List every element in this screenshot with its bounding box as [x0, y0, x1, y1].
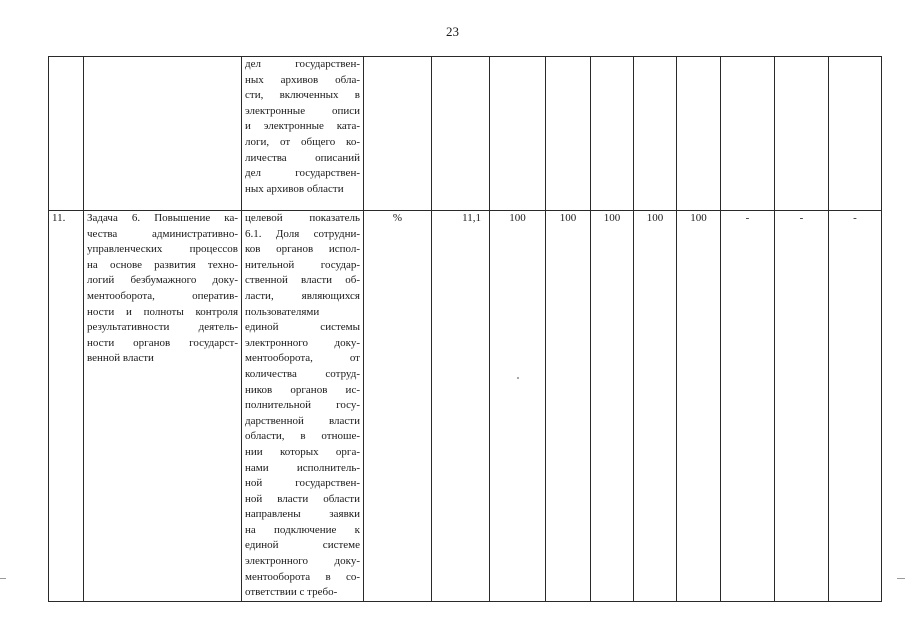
indicators-table [48, 56, 882, 602]
text-line: электронного доку- [245, 336, 360, 349]
value-5: 100 [690, 212, 707, 224]
cell-value [490, 57, 546, 211]
text-line: ной власти области [245, 492, 360, 505]
value-4: 100 [646, 212, 664, 224]
cell-base-value [432, 211, 490, 602]
text-line: ментооборота, от [245, 352, 360, 365]
cell-value-1 [490, 211, 546, 602]
value-6: - [745, 212, 750, 224]
cell-base-value [432, 57, 490, 211]
text-line: и электронные ката- [245, 120, 360, 133]
text-line: ственной власти об- [245, 274, 360, 287]
text-line: единой системы [245, 321, 360, 334]
text-line: Задача 6. Повышение ка- [87, 212, 238, 224]
indicator-text [245, 211, 360, 601]
cell-value [546, 57, 591, 211]
text-line: полнительной госу- [245, 399, 360, 412]
cell-unit [364, 211, 432, 602]
cell-value [721, 57, 775, 211]
text-line: дел государствен- [245, 58, 360, 70]
value-1: 100 [509, 212, 526, 224]
text-line: количества сотруд- [245, 367, 360, 380]
text-line: сти, включенных в [245, 89, 360, 102]
cell-value [634, 57, 677, 211]
text-line: области, в отноше- [245, 430, 360, 443]
text-line: ков органов испол- [245, 243, 360, 256]
text-line: единой системе [245, 539, 360, 552]
scan-edge-mark [897, 578, 905, 579]
cell-value-8 [829, 211, 882, 602]
text-line: 6.1. Доля сотрудни- [245, 227, 360, 240]
cell-value-3 [591, 211, 634, 602]
scan-edge-mark [0, 578, 6, 579]
text-line: электронного доку- [245, 555, 360, 568]
base-value: 11,1 [462, 212, 481, 224]
cell-value [677, 57, 721, 211]
cell-value-5 [677, 211, 721, 602]
text-line: логий безбумажного доку- [87, 274, 238, 287]
text-line: нии которых орга- [245, 445, 360, 458]
cell-value [829, 57, 882, 211]
value-7: - [799, 212, 804, 224]
text-line: венной власти [87, 352, 154, 365]
text-line: ной государствен- [245, 477, 360, 490]
cell-indicator [242, 211, 364, 602]
text-line: ответствии с требо- [245, 586, 338, 599]
unit-text: % [392, 212, 403, 224]
cell-value [775, 57, 829, 211]
text-line: пользователями [245, 305, 320, 318]
value-3: 100 [603, 212, 621, 224]
text-line: ментооборота в со- [245, 570, 360, 583]
text-line: ников органов ис- [245, 383, 360, 396]
text-line: нами исполнитель- [245, 461, 360, 474]
scan-speck [517, 377, 519, 379]
cell-value-6 [721, 211, 775, 602]
cell-value-4 [634, 211, 677, 602]
cell-number [49, 57, 84, 211]
text-line: ных архивов обла- [245, 73, 360, 86]
cell-task [84, 211, 242, 602]
text-line: личества описаний [245, 151, 360, 164]
text-line: логи, от общего ко- [245, 135, 360, 148]
value-2: 100 [559, 212, 577, 224]
cell-value-2 [546, 211, 591, 602]
task-text [87, 211, 238, 367]
text-line: на основе развития техно- [87, 258, 238, 271]
text-line: электронные описи [245, 104, 360, 117]
text-line: на подключение к [245, 523, 360, 536]
text-line: результативности деятель- [87, 321, 238, 334]
page-number: 23 [446, 24, 459, 39]
text-line: ных архивов области [245, 182, 344, 195]
text-line: чества административно- [87, 227, 238, 240]
cell-value [591, 57, 634, 211]
text-line: дарственной власти [245, 414, 360, 427]
indicator-text [245, 57, 360, 197]
cell-task [84, 57, 242, 211]
text-line: дел государствен- [245, 167, 360, 180]
table-row-continuation [49, 57, 882, 211]
text-line: ласти, являющихся [245, 289, 360, 302]
text-line: ности и полноты контроля [87, 305, 238, 318]
cell-indicator [242, 57, 364, 211]
value-8: - [853, 212, 857, 224]
text-line: направлены заявки [245, 508, 360, 521]
text-line: ности органов государст- [87, 336, 238, 349]
cell-number [49, 211, 84, 602]
table-row-11 [49, 211, 882, 602]
cell-value-7 [775, 211, 829, 602]
cell-unit [364, 57, 432, 211]
text-line: управленческих процессов [87, 243, 238, 256]
text-line: нительной государ- [245, 258, 360, 271]
text-line: целевой показатель [245, 212, 360, 224]
text-line: ментооборота, оператив- [87, 289, 238, 302]
row-number: 11. [52, 212, 66, 224]
